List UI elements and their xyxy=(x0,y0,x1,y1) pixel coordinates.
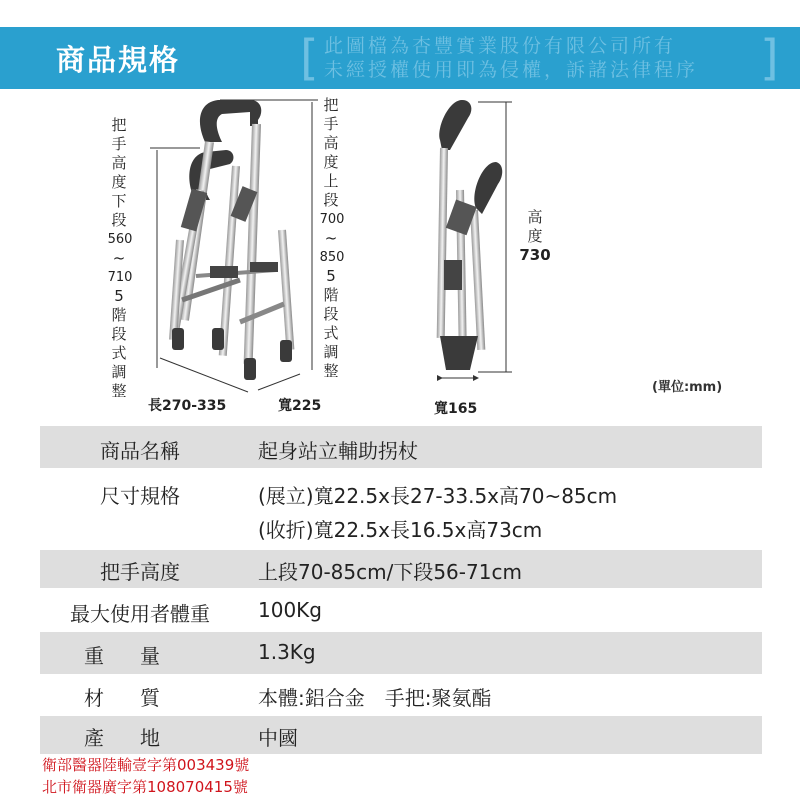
spec-label: 重量 xyxy=(84,644,196,668)
dimension-line-width xyxy=(258,374,300,390)
spec-row-product-name xyxy=(40,426,762,468)
spec-value: 上段70-85cm/下段56-71cm xyxy=(258,560,522,584)
unit-label: (單位:mm) xyxy=(652,380,723,395)
height-label: 高 度 730 xyxy=(519,208,551,264)
spec-label: 產地 xyxy=(84,726,196,750)
spec-value: (收折)寬22.5x長16.5x高73cm xyxy=(258,518,543,542)
length-label: 長270-335 xyxy=(148,398,227,414)
width-label: 寬225 xyxy=(278,398,322,414)
lower-handle-height-label: 把 手 高 度 下 段 560 ~ 710 5 階 段 式 調 整 xyxy=(107,116,133,400)
spec-value: 1.3Kg xyxy=(258,640,316,664)
spec-value: 100Kg xyxy=(258,598,322,622)
copyright-watermark xyxy=(300,30,782,86)
spec-row-dimensions xyxy=(40,468,762,550)
spec-row-origin xyxy=(40,716,762,754)
folded-width-label: 寬165 xyxy=(434,401,478,417)
header-banner xyxy=(0,27,800,89)
page-title: 商品規格 xyxy=(56,43,181,77)
spec-value: (展立)寬22.5x長27-33.5x高70~85cm xyxy=(258,484,618,508)
watermark-line-2: 未經授權使用即為侵權，訴諸法律程序 xyxy=(324,59,699,81)
watermark-bracket-right: ] xyxy=(760,30,782,86)
license-number-import: 衛部醫器陸輸壹字第003439號 xyxy=(42,756,250,774)
spec-label: 材質 xyxy=(84,686,196,710)
dimension-line-length xyxy=(160,358,248,392)
spec-label: 把手高度 xyxy=(100,560,180,584)
watermark-bracket-left: [ xyxy=(300,30,322,86)
spec-row-material xyxy=(40,674,762,716)
watermark-line-1: 此圖檔為杏豐實業股份有限公司所有 xyxy=(324,35,677,57)
spec-label: 商品名稱 xyxy=(100,439,180,463)
spec-table xyxy=(40,426,762,754)
spec-label: 尺寸規格 xyxy=(100,484,180,508)
spec-label: 最大使用者體重 xyxy=(70,602,210,626)
spec-value: 起身站立輔助拐杖 xyxy=(258,439,418,463)
spec-value: 中國 xyxy=(258,726,298,750)
cane-folded-view xyxy=(437,100,503,378)
upper-handle-height-label: 把 手 高 度 上 段 700 ~ 850 5 階 段 式 調 整 xyxy=(319,96,345,380)
spec-value: 本體:鋁合金 手把:聚氨酯 xyxy=(258,686,492,710)
spec-row-max-weight xyxy=(40,588,762,632)
spec-row-handle-height xyxy=(40,550,762,588)
product-diagram xyxy=(0,90,800,420)
license-number-advert: 北市衛器廣字第108070415號 xyxy=(42,778,248,796)
cane-expanded-view xyxy=(169,100,294,380)
spec-row-weight xyxy=(40,632,762,674)
